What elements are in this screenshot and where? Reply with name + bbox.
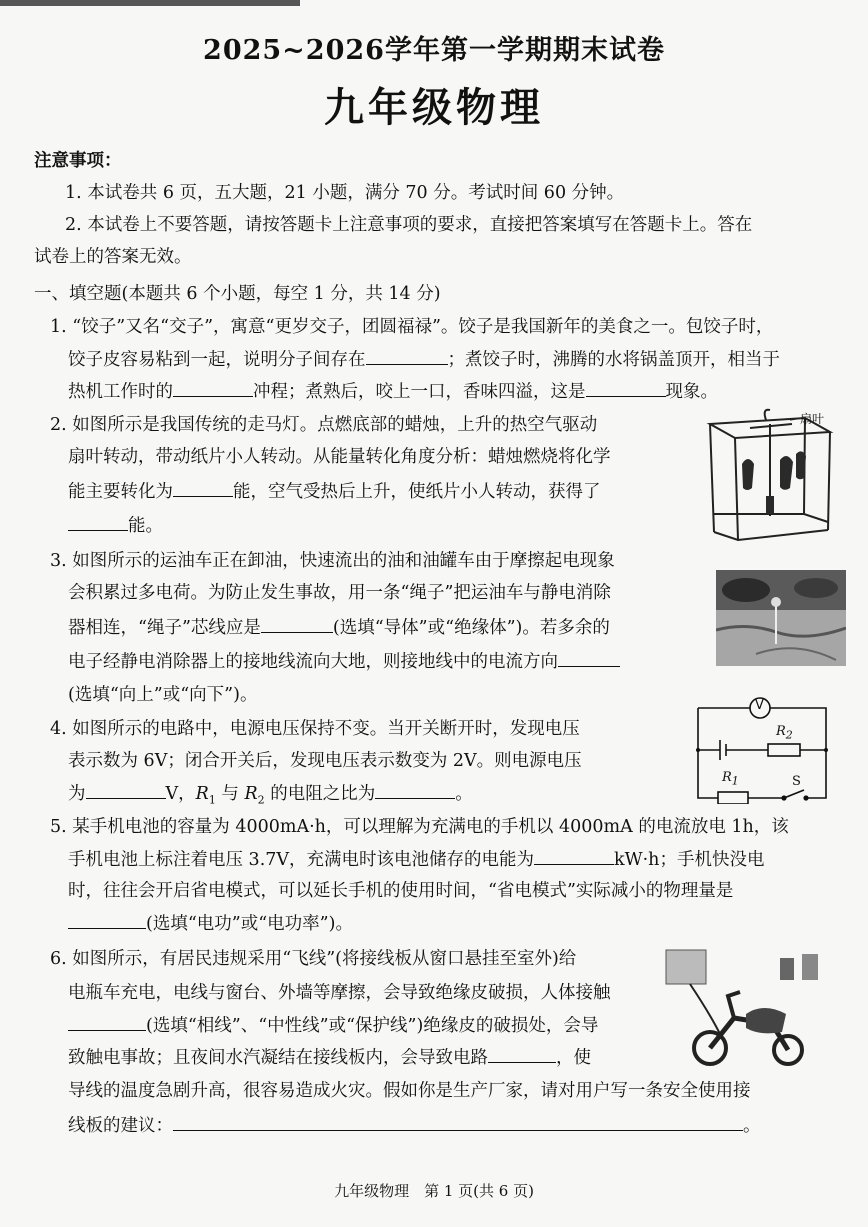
q2-blank-1 xyxy=(173,480,233,497)
q6-blank-1 xyxy=(68,1014,146,1031)
q3-blank-1 xyxy=(261,616,333,633)
q6-line-5: 导线的温度急剧升高，很容易造成火灾。假如你是生产厂家，请对用户写一条安全使用接 xyxy=(68,1081,751,1101)
q1-line-3: 热机工作时的 冲程；煮熟后，咬上一口，香味四溢，这是 现象。 xyxy=(68,382,718,402)
fig-r2-label: $R_2$ xyxy=(776,724,793,742)
q6-line-6: 线板的建议： 。 xyxy=(68,1116,761,1136)
circuit-figure xyxy=(694,694,834,804)
q3-line-1: 3. 如图所示的运油车正在卸油，快速流出的油和油罐车由于摩擦起电现象 xyxy=(50,551,615,571)
q2-line-2: 扇叶转动，带动纸片小人转动。从能量转化角度分析：蜡烛燃烧将化学 xyxy=(68,447,611,467)
q6-line-3: (选填“相线”、“中性线”或“保护线”)绝缘皮的破损处，会导 xyxy=(68,1014,598,1037)
q2-line-4: 能。 xyxy=(68,514,163,537)
q5-blank-1 xyxy=(534,848,614,865)
fig-fan-label: 扇叶 xyxy=(800,412,825,426)
subject-title: 九年级物理 xyxy=(324,84,544,131)
q4-line-2: 表示数为 6V；闭合开关后，发现电压表示数变为 2V。则电源电压 xyxy=(68,751,582,771)
q4-line-3: 为 V，$R_1$ 与 $R_2$ 的电阻之比为 。 xyxy=(68,784,473,807)
q6-blank-2 xyxy=(488,1046,556,1063)
notice-item-2: 2. 本试卷上不要答题，请按答题卡上注意事项的要求，直接把答案填写在答题卡上。答在 xyxy=(65,215,753,235)
lantern-figure xyxy=(700,404,850,544)
q5-blank-2 xyxy=(68,912,146,929)
q5-line-3: 时，往往会开启省电模式，可以延长手机的使用时间，“省电模式”实际减小的物理量是 xyxy=(68,881,734,901)
q3-line-5: (选填“向上”或“向下”)。 xyxy=(68,685,258,705)
exam-title: 2025~2026学年第一学期期末试卷 xyxy=(203,35,665,66)
notice-item-2-cont: 试卷上的答案无效。 xyxy=(34,247,192,267)
q5-line-1: 5. 某手机电池的容量为 4000mA·h，可以理解为充满电的手机以 4000mA 的电流放电 1h，该 xyxy=(50,817,789,837)
q5-line-4: (选填“电功”或“电功率”)。 xyxy=(68,912,353,935)
notice-item-1: 1. 本试卷共 6 页，五大题，21 小题，满分 70 分。考试时间 60 分钟。 xyxy=(65,183,625,203)
page-footer: 九年级物理 第 1 页(共 6 页) xyxy=(334,1182,534,1200)
q2-line-1: 2. 如图所示是我国传统的走马灯。点燃底部的蜡烛，上升的热空气驱动 xyxy=(50,415,598,435)
q4-blank-2 xyxy=(375,782,455,799)
oil-truck-figure xyxy=(716,570,846,666)
fig-r1-label: $R_1$ xyxy=(722,770,739,788)
top-edge-strip xyxy=(0,0,300,6)
q6-line-4: 致触电事故；且夜间水汽凝结在接线板内，会导致电路 ，使 xyxy=(68,1048,591,1068)
q1-line-2: 饺子皮容易粘到一起，说明分子间存在 ；煮饺子时，沸腾的水将锅盖顶开，相当于 xyxy=(68,350,780,370)
fig-voltmeter-label: V xyxy=(755,698,764,713)
q4-line-1: 4. 如图所示的电路中，电源电压保持不变。当开关断开时，发现电压 xyxy=(50,719,580,739)
q4-blank-1 xyxy=(86,782,166,799)
q6-line-2: 电瓶车充电，电线与窗台、外墙等摩擦，会导致绝缘皮破损，人体接触 xyxy=(68,983,611,1003)
q3-blank-2 xyxy=(558,650,620,667)
q1-blank-2 xyxy=(173,380,253,397)
q5-line-2: 手机电池上标注着电压 3.7V，充满电时该电池储存的电能为 kW·h；手机快没电 xyxy=(68,850,765,870)
q2-line-3: 能主要转化为 能，空气受热后上升，使纸片小人转动，获得了 xyxy=(68,482,601,502)
q3-line-4: 电子经静电消除器上的接地线流向大地，则接地线中的电流方向 xyxy=(68,650,620,673)
q1-blank-1 xyxy=(366,348,448,365)
ebike-figure xyxy=(660,944,836,1072)
q2-blank-2 xyxy=(68,514,128,531)
q3-line-2: 会积累过多电荷。为防止发生事故，用一条“绳子”把运油车与静电消除 xyxy=(68,583,611,603)
q6-line-1: 6. 如图所示，有居民违规采用“飞线”(将接线板从窗口悬挂至室外)给 xyxy=(50,949,577,969)
q6-blank-3 xyxy=(173,1114,743,1131)
q1-line-1: 1. “饺子”又名“交子”，寓意“更岁交子，团圆福禄”。饺子是我国新年的美食之一。包饺子时， xyxy=(50,317,774,337)
notice-heading: 注意事项： xyxy=(34,151,122,171)
section-1-heading: 一、填空题(本题共 6 个小题，每空 1 分，共 14 分) xyxy=(34,284,441,304)
q3-line-3: 器相连，“绳子”芯线应是 (选填“导体”或“绝缘体”)。若多余的 xyxy=(68,618,610,638)
fig-switch-label: S xyxy=(792,774,801,789)
q1-blank-3 xyxy=(586,380,666,397)
